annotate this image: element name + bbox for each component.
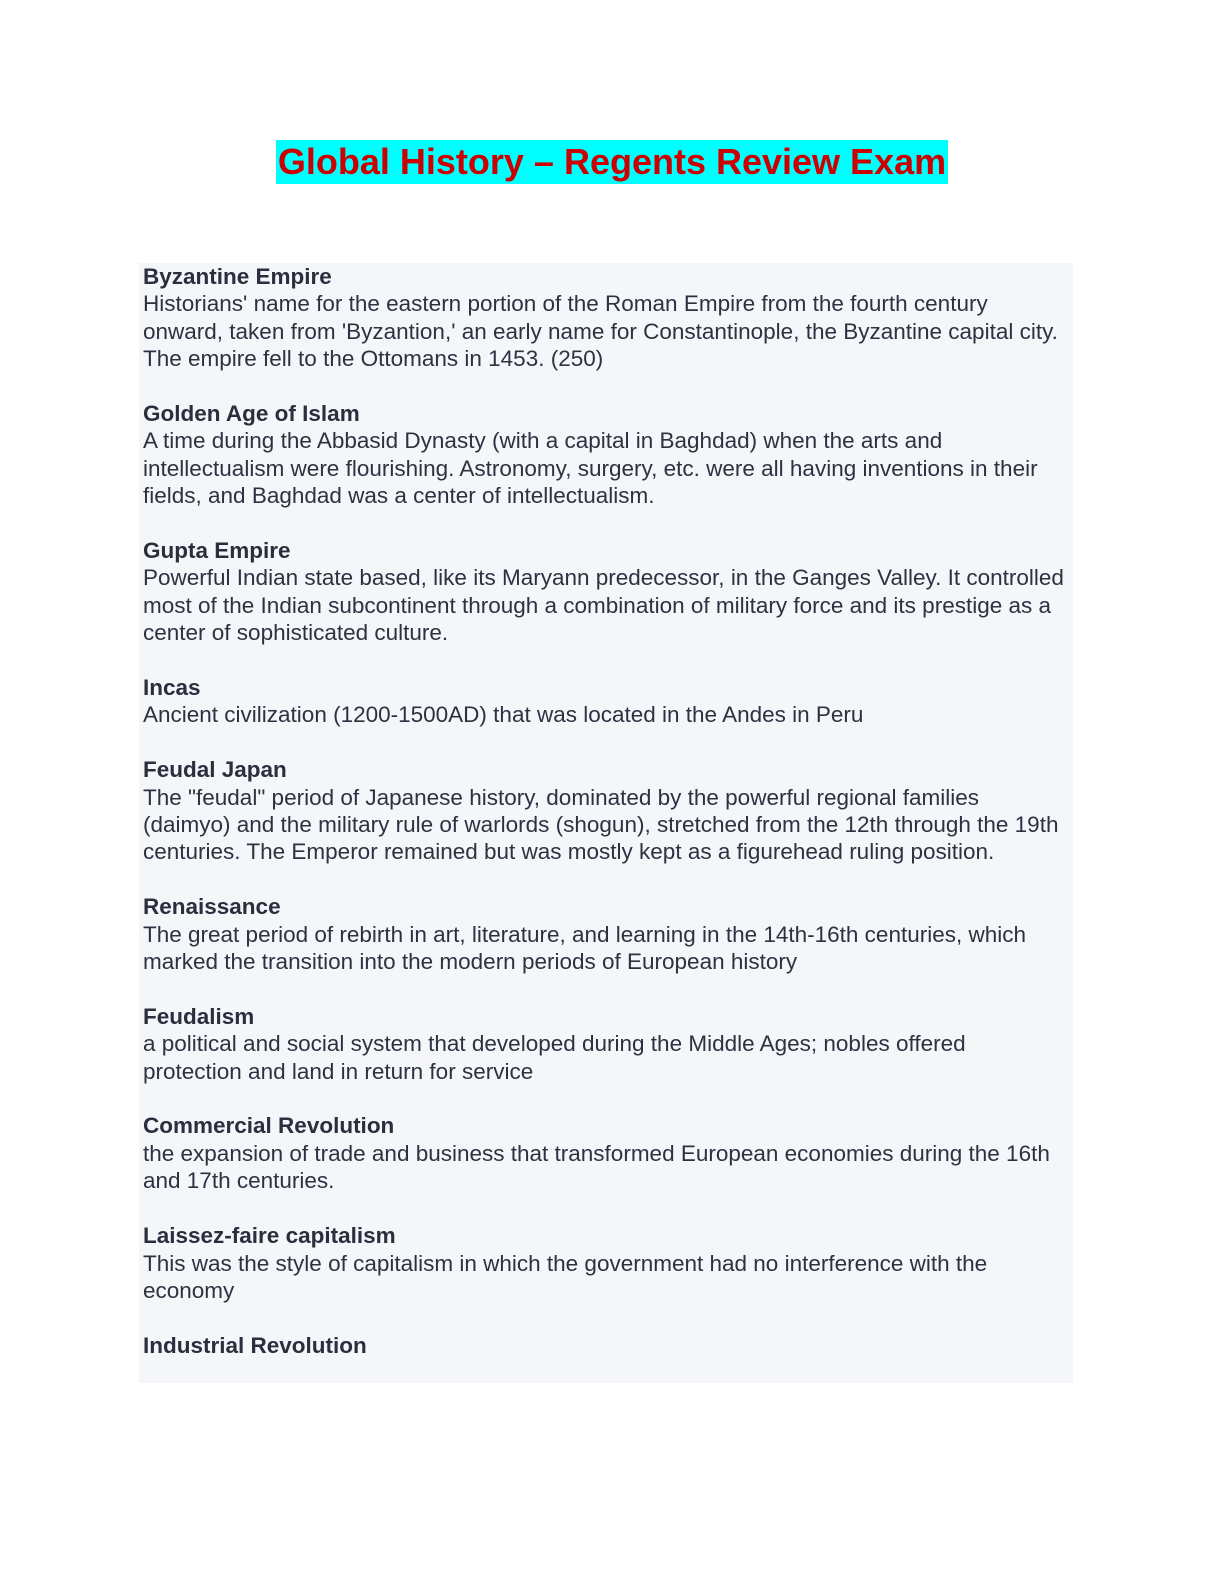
term-item <box>143 893 1069 975</box>
term-name: Gupta Empire <box>143 538 291 564</box>
term-definition: This was the style of capitalism in which the government had no interference with the economy <box>143 1250 988 1303</box>
term-name: Commercial Revolution <box>143 1113 395 1139</box>
term-name: Feudalism <box>143 1003 255 1029</box>
term-name: Renaissance <box>143 894 281 920</box>
term-definition: Powerful Indian state based, like its Maryann predecessor, in the Ganges Valley. It controlled most of the Indian subcontinent through a combination of military force and its prestige as a center of sophisticated culture. <box>143 565 1064 646</box>
term-definition: The "feudal" period of Japanese history, dominated by the powerful regional families (daimyo) and the military rule of warlords (shogun), stretched from the 12th through the 19th centuries. The Emperor remained but was mostly kept as a figurehead ruling position. <box>143 784 1059 865</box>
term-item <box>143 1332 1069 1359</box>
term-name: Incas <box>143 675 201 701</box>
flashcard-panel <box>139 263 1073 1383</box>
term-definition: The great period of rebirth in art, literature, and learning in the 14th-16th centuries, which marked the transition into the modern periods of European history <box>143 921 1027 975</box>
term-definition: the expansion of trade and business that transformed European economies during the 16th and 17th centuries. <box>143 1140 1050 1194</box>
term-item <box>143 537 1069 647</box>
term-item <box>143 756 1069 866</box>
term-item <box>143 400 1069 510</box>
term-name: Golden Age of Islam <box>143 401 360 427</box>
term-name: Feudal Japan <box>143 757 287 783</box>
term-definition: A time during the Abbasid Dynasty (with a capital in Baghdad) when the arts and intellectualism were flourishing. Astronomy, surgery, etc. were all having inventions in their fields, and Baghdad was a center of intellectualism. <box>143 428 1038 509</box>
term-name: Laissez-faire capitalism <box>143 1223 396 1249</box>
term-definition: a political and social system that developed during the Middle Ages; nobles offered protection and land in return for service <box>143 1031 966 1084</box>
term-definition: Historians' name for the eastern portion of the Roman Empire from the fourth century onward, taken from 'Byzantion,' an early name for Constantinople, the Byzantine capital city. The empire fell to the Ottomans in 1453. (250) <box>143 291 1058 372</box>
term-name: Industrial Revolution <box>143 1332 367 1358</box>
term-item <box>143 263 1069 373</box>
term-definition: Ancient civilization (1200-1500AD) that was located in the Andes in Peru <box>143 702 864 728</box>
term-list <box>139 263 1073 1359</box>
term-name: Byzantine Empire <box>143 264 332 289</box>
page-title: Global History – Regents Review Exam <box>277 141 947 182</box>
term-item <box>143 1222 1069 1304</box>
title-container <box>0 140 1224 184</box>
term-item <box>143 1003 1069 1085</box>
term-item <box>143 1112 1069 1194</box>
term-item <box>143 674 1069 729</box>
